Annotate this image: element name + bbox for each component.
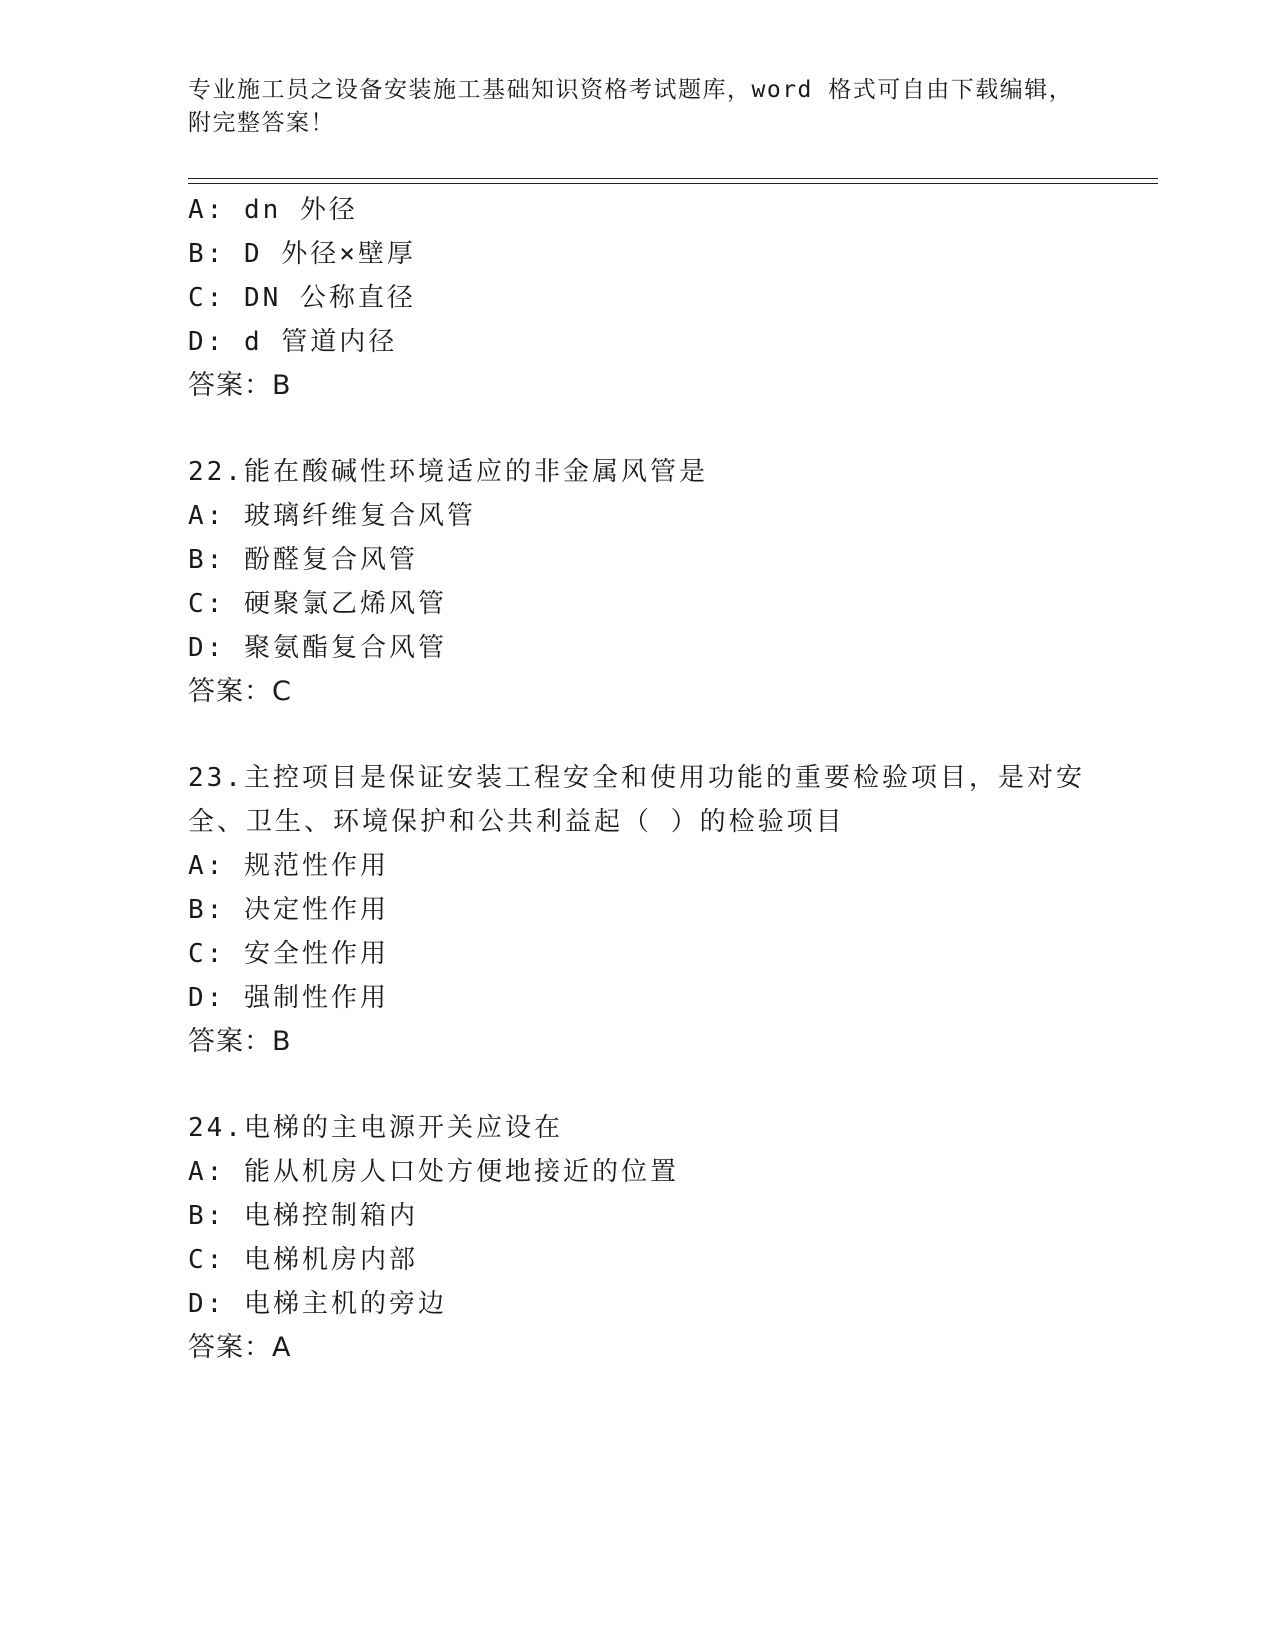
- q21-option-d: D: d 管道内径: [188, 327, 398, 357]
- q21-option-b: B: D 外径×壁厚: [188, 239, 416, 269]
- q24-option-c: C: 电梯机房内部: [188, 1245, 418, 1275]
- q22-option-a: A: 玻璃纤维复合风管: [188, 501, 476, 531]
- q23-answer: 答案：B: [188, 1026, 292, 1057]
- q23-question-line-2: 全、卫生、环境保护和公共利益起（ ）的检验项目: [188, 807, 845, 837]
- q22-answer: 答案：C: [188, 676, 292, 707]
- q23-question-line-1: 23.主控项目是保证安装工程安全和使用功能的重要检验项目，是对安: [188, 763, 1085, 793]
- q23-option-a: A: 规范性作用: [188, 851, 389, 881]
- q24-question: 24.电梯的主电源开关应设在: [188, 1113, 563, 1143]
- header-line-1: 专业施工员之设备安装施工基础知识资格考试题库，word 格式可自由下载编辑，: [188, 77, 1074, 103]
- q21-option-a: A: dn 外径: [188, 195, 358, 225]
- q22-option-b: B: 酚醛复合风管: [188, 545, 418, 575]
- q23-option-b: B: 决定性作用: [188, 895, 389, 925]
- q24-option-a: A: 能从机房人口处方便地接近的位置: [188, 1157, 679, 1187]
- q23-option-d: D: 强制性作用: [188, 983, 389, 1013]
- document-header: [188, 74, 1088, 140]
- q22-question: 22.能在酸碱性环境适应的非金属风管是: [188, 457, 708, 487]
- q24-option-d: D: 电梯主机的旁边: [188, 1289, 447, 1319]
- header-divider-top: [188, 178, 1158, 179]
- q24-option-b: B: 电梯控制箱内: [188, 1201, 418, 1231]
- q23-option-c: C: 安全性作用: [188, 939, 389, 969]
- header-line-2: 附完整答案！: [188, 110, 335, 136]
- q24-answer: 答案：A: [188, 1332, 292, 1363]
- q22-option-d: D: 聚氨酯复合风管: [188, 633, 447, 663]
- q21-option-c: C: DN 公称直径: [188, 283, 416, 313]
- q22-option-c: C: 硬聚氯乙烯风管: [188, 589, 447, 619]
- q21-answer: 答案：B: [188, 370, 292, 401]
- header-divider-bottom: [188, 183, 1158, 184]
